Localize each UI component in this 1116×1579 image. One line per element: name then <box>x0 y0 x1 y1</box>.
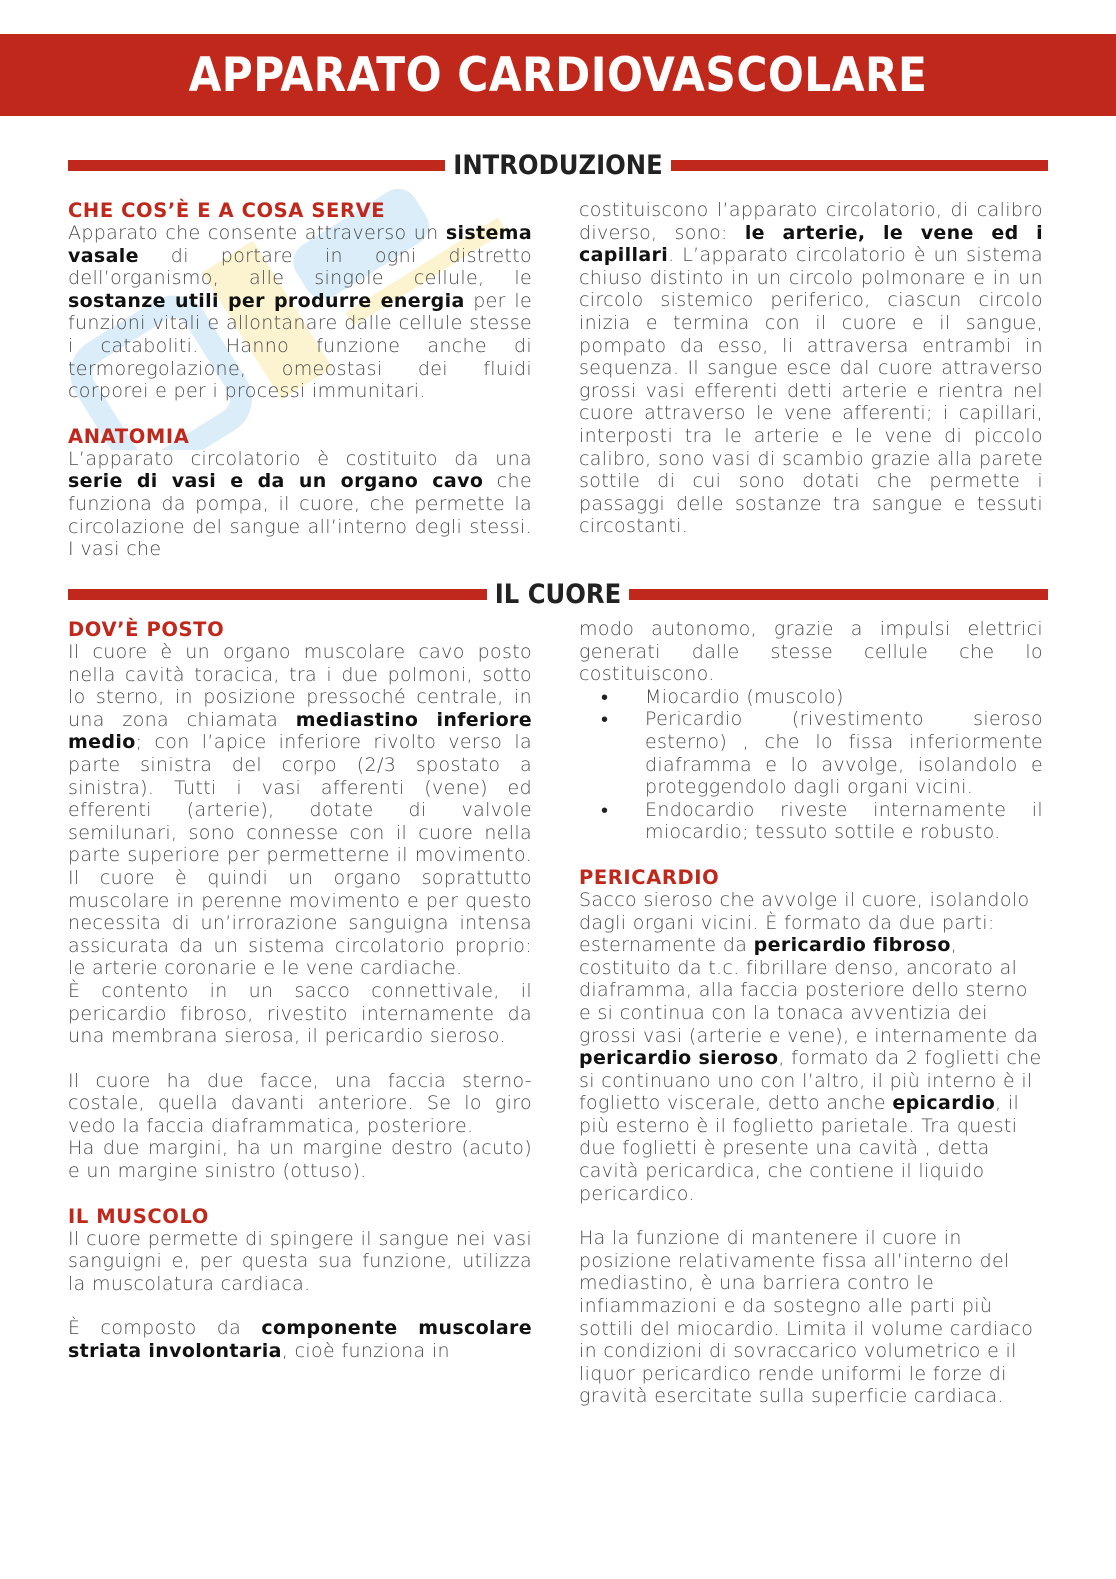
cuore-right-column <box>579 618 1043 1408</box>
paragraph-autonomo: modo autonomo, grazie a impulsi elettrici generati dalle stesse cellule che lo costituiscono. <box>579 618 1043 686</box>
layers-list <box>579 686 1043 844</box>
heading-anatomia: ANATOMIA <box>68 424 190 448</box>
paragraph-sacco: È contento in un sacco connettivale, il pericardio fibroso, rivestito internamente da una membrana sierosa, il pericardio sieroso. <box>68 979 532 1048</box>
paragraph-dove-posto: Il cuore è un organo muscolare cavo posto nella cavità toracica, tra i due polmoni, sotto lo sterno, in posizione pressoché centrale, in una zona chiamata mediastino inferiore medio; con l’apice inferiore rivolto verso la parte sinistra del corpo (2/3 spostato a sinistra). Tutti i vasi afferenti (vene) ed efferenti (arterie), dotate di valvole semilunari, sono connesse con il cuore nella parte superiore per permetterne il movimento. Il cuore è quindi un organo soprattutto muscolare in perenne movimento e per questo necessita di un’irrorazione sanguigna intensa assicurata da un sistema circolatorio proprio: le arterie coronarie e le vene cardiache. <box>68 641 532 980</box>
heading-il-muscolo: IL MUSCOLO <box>68 1204 209 1228</box>
title-banner <box>0 34 1116 116</box>
heading-dove-posto: DOV’È POSTO <box>68 618 225 641</box>
paragraph-funzione-pericardio: Ha la funzione di mantenere il cuore in posizione relativamente fissa all’interno del mediastino, è una barriera contro le infiammazioni e da sostegno alle parti più sottili del miocardio. Limita il volume cardiaco in condizioni di sovraccarico volumetrico e il liquor pericardico rende uniformi le forze di gravità esercitate sulla superficie cardiaca. <box>579 1227 1034 1408</box>
section-title-introduzione: INTRODUZIONE <box>453 149 663 181</box>
section-rule-left <box>68 589 487 600</box>
section-header-introduzione <box>68 145 1048 185</box>
section-title-il-cuore: IL CUORE <box>494 578 622 610</box>
heading-che-cose: CHE COS’È E A COSA SERVE <box>68 199 386 222</box>
paragraph-composto: È composto da componente muscolare striata involontaria, cioè funziona in <box>68 1317 532 1363</box>
section-rule-left <box>68 160 445 171</box>
paragraph-facce: Il cuore ha due facce, una faccia sterno-costale, quella davanti anteriore. Se lo giro vedo la faccia diaframmatica, posteriore. <box>68 1069 532 1137</box>
section-rule-right <box>671 160 1048 171</box>
paragraph-vasi: costituiscono l’apparato circolatorio, di calibro diverso, sono: le arterie, le vene ed i capillari. L’apparato circolatorio è un sistema chiuso distinto in un circolo polmonare e in un circolo sistemico periferico, ciascun circolo inizia e termina con il cuore e il sangue, pompato da esso, li attraversa entrambi in sequenza. Il sangue esce dal cuore attraverso grossi vasi efferenti detti arterie e rientra nel cuore attraverso le vene afferenti; i capillari, interposti tra le arterie e le vene di piccolo calibro, sono vasi di scambio grazie alla parete sottile di cui sono dotati che permette i passaggi delle sostanze tra sangue e tessuti circostanti. <box>579 199 1043 538</box>
list-item: • Endocardio riveste internamente il miocardio; tessuto sottile e robusto. <box>579 799 1043 844</box>
cuore-left-column <box>68 618 532 1363</box>
page-title: APPARATO CARDIOVASCOLARE <box>188 47 928 103</box>
paragraph-margini: Ha due margini, ha un margine destro (acuto) e un margine sinistro (ottuso). <box>68 1137 532 1183</box>
paragraph-pericardio: Sacco sieroso che avvolge il cuore, isolandolo dagli organi vicini. È formato da due parti: esternamente da pericardio fibroso, costituito da t.c. fibrillare denso, ancorato al diaframma, alla faccia posteriore dello sterno e si continua con la tonaca avventizia dei grossi vasi (arterie e vene), e internamente da pericardio sieroso, formato da 2 foglietti che si continuano uno con l’altro, il più interno è il foglietto viscerale, detto anche epicardio, il più esterno è il foglietto parietale. Tra questi due foglietti è presente una cavità , detta cavità pericardica, che contiene il liquido pericardico. <box>579 888 1042 1205</box>
paragraph-muscolo: Il cuore permette di spingere il sangue nei vasi sanguigni e, per questa sua funzione, utilizza la muscolatura cardiaca. <box>68 1227 532 1295</box>
list-item: • Pericardio (rivestimento sieroso esterno) , che lo fissa inferiormente diaframma e lo avvolge, isolandolo e proteggendolo dagli organi vicini. <box>579 708 1043 798</box>
paragraph-che-cose: Apparato che consente attraverso un sistema vasale di portare in ogni distretto dell’organismo, alle singole cellule, le sostanze utili per produrre energia per le funzioni vitali e allontanare dalle cellule stesse i cataboliti. Hanno funzione anche di termoregolazione, omeostasi dei fluidi corporei e per i processi immunitari. <box>68 222 532 403</box>
section-rule-right <box>629 589 1048 600</box>
list-item: • Miocardio (muscolo) <box>579 686 1043 709</box>
intro-left-column <box>68 199 532 561</box>
section-header-il-cuore <box>68 574 1048 614</box>
intro-right-column <box>579 199 1043 538</box>
heading-pericardio: PERICARDIO <box>579 865 720 889</box>
paragraph-anatomia: L’apparato circolatorio è costituito da una serie di vasi e da un organo cavo che funziona da pompa, il cuore, che permette la circolazione del sangue all’interno degli stessi. I vasi che <box>68 447 532 561</box>
